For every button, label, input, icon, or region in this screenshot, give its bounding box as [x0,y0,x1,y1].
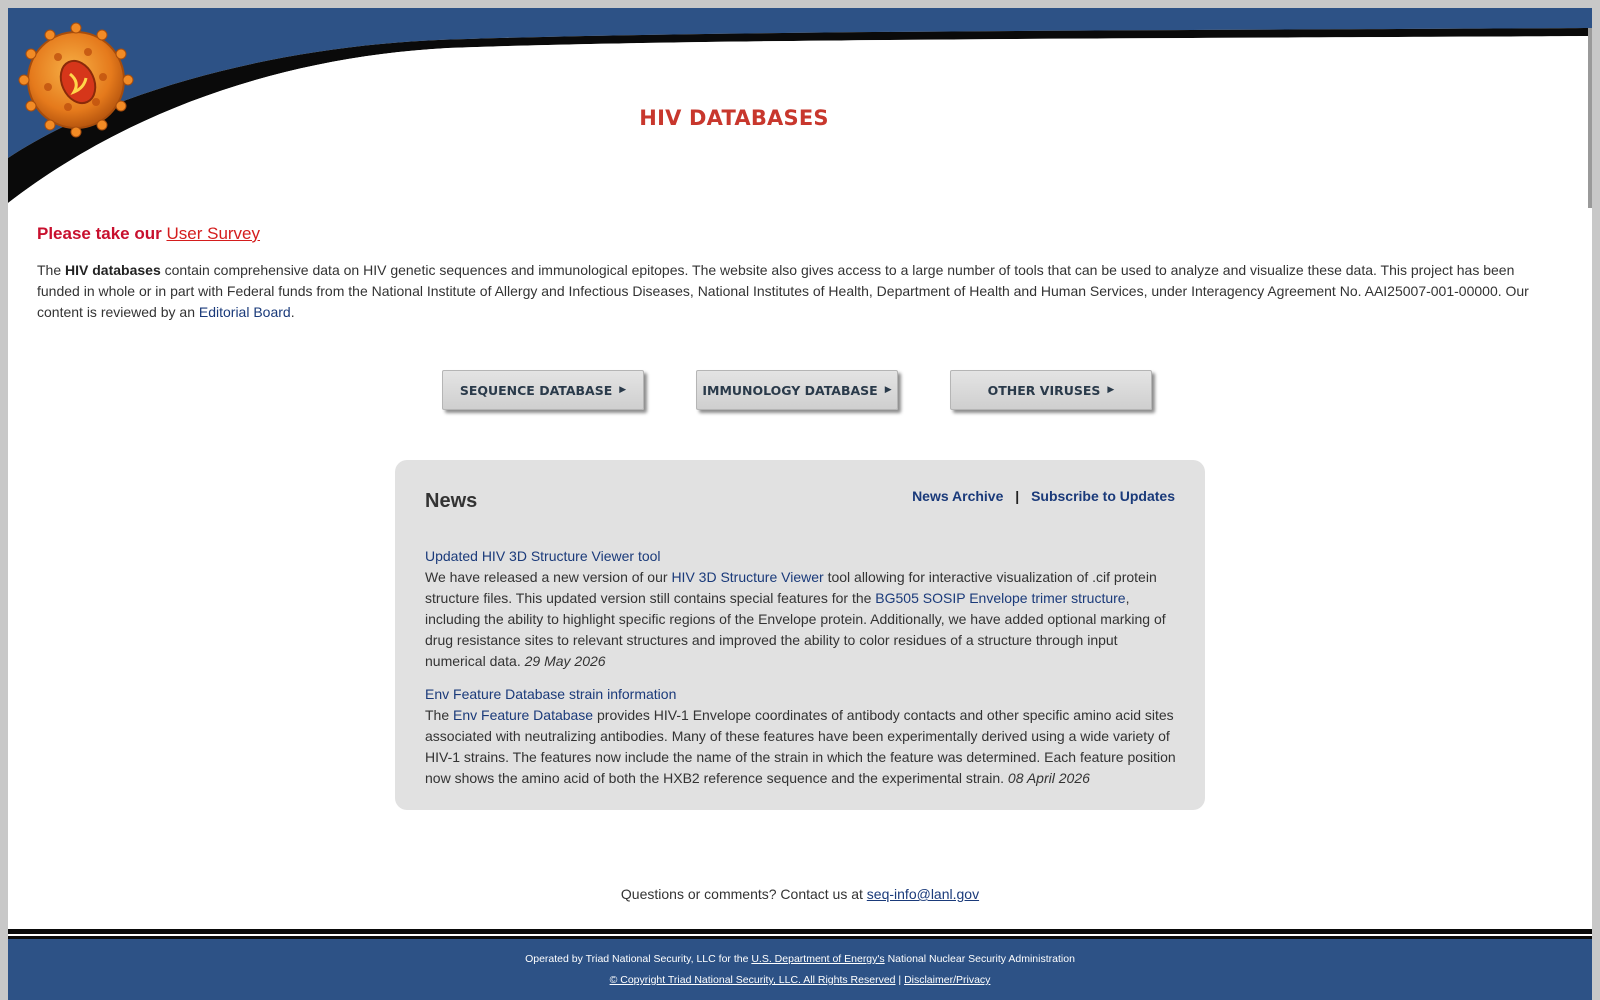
news-archive-link[interactable]: News Archive [912,488,1004,504]
intro-the: The [37,262,62,278]
news-date: 29 May 2026 [524,653,606,669]
news-item [425,684,1177,789]
contact-email-link[interactable]: seq-info@lanl.gov [866,886,980,902]
intro-paragraph [37,260,1547,323]
intro-end: . [290,304,295,320]
disclaimer-privacy-link[interactable]: Disclaimer/Privacy [904,974,991,986]
news-text: tool allowing for interactive visualization of .cif protein structure files. This updated version still contains special features for the [425,569,1157,606]
news-date: 08 April 2026 [1007,770,1090,786]
user-survey-prompt [37,224,260,244]
footer-operator-line [8,953,1592,965]
sequence-database-button[interactable] [442,370,644,410]
news-links [912,488,1175,504]
header-banner [8,8,1592,208]
button-label: OTHER VIRUSES [987,382,1101,398]
env-feature-database-link[interactable]: Env Feature Database [453,707,594,723]
immunology-database-button[interactable] [696,370,898,410]
news-links-separator: | [1015,488,1020,504]
hiv-3d-viewer-link[interactable]: HIV 3D Structure Viewer [671,569,824,585]
other-viruses-button[interactable] [950,370,1152,410]
triangle-right-icon: ▶ [884,385,892,395]
news-headline-link[interactable]: Updated HIV 3D Structure Viewer tool [425,548,661,564]
news-title: News [425,490,478,512]
news-text: provides HIV-1 Envelope coordinates of antibody contacts and other specific amino acid sites associated with neutralizing antibodies. Many of these features have been experimentally derived using a wide variety of HIV-1 strains. The features now include the name of the strain in which the feature was determined. Each feature position now shows the amino acid of both the HXB2 reference sequence and the experimental strain. [425,707,1176,786]
footer-copyright-line [8,974,1592,986]
news-headline-link[interactable]: Env Feature Database strain information [425,686,677,702]
footer-separator: | [895,974,905,986]
triangle-right-icon: ▶ [1107,385,1115,395]
news-text: The [425,707,454,723]
news-panel [395,460,1205,810]
button-label: SEQUENCE DATABASE [459,382,613,398]
doe-link[interactable]: U.S. Department of Energy's [751,953,885,965]
footer [8,939,1592,1000]
intro-bold: HIV databases [65,262,161,278]
news-item [425,546,1177,672]
footer-text: Operated by Triad National Security, LLC for the [525,953,752,965]
footer-divider [8,929,1592,939]
survey-prefix: Please take our [37,224,162,243]
news-text: , including the ability to highlight specific regions of the Envelope protein. Additionally, we have added optional marking of drug resistance sites to relevant structures and improved the ability to color residues of a structure through input numerical data. [425,590,1166,669]
copyright-link[interactable]: © Copyright Triad National Security, LLC. All Rights Reserved [609,974,896,986]
button-label: IMMUNOLOGY DATABASE [702,382,878,398]
bg505-structure-link[interactable]: BG505 SOSIP Envelope trimer structure [875,590,1126,606]
triangle-right-icon: ▶ [619,385,627,395]
nav-button-row [8,370,1592,414]
footer-text: National Nuclear Security Administration [884,953,1075,965]
user-survey-link[interactable]: User Survey [166,224,261,243]
page-frame [8,8,1592,1000]
contact-line [8,886,1592,902]
news-text: We have released a new version of our [425,569,672,585]
contact-text: Questions or comments? Contact us at [620,886,867,902]
editorial-board-link[interactable]: Editorial Board [198,304,291,320]
subscribe-updates-link[interactable]: Subscribe to Updates [1031,488,1175,504]
site-title: HIV DATABASES [639,106,829,130]
intro-text: contain comprehensive data on HIV genetic sequences and immunological epitopes. The website also gives access to a large number of tools that can be used to analyze and visualize these data. This project has been funded in whole or in part with Federal funds from the National Institute of Allergy and Infectious Diseases, National Institutes of Health, Department of Health and Human Services, under Interagency Agreement No. AAI25007-001-00000. Our content is reviewed by an [37,262,1529,320]
